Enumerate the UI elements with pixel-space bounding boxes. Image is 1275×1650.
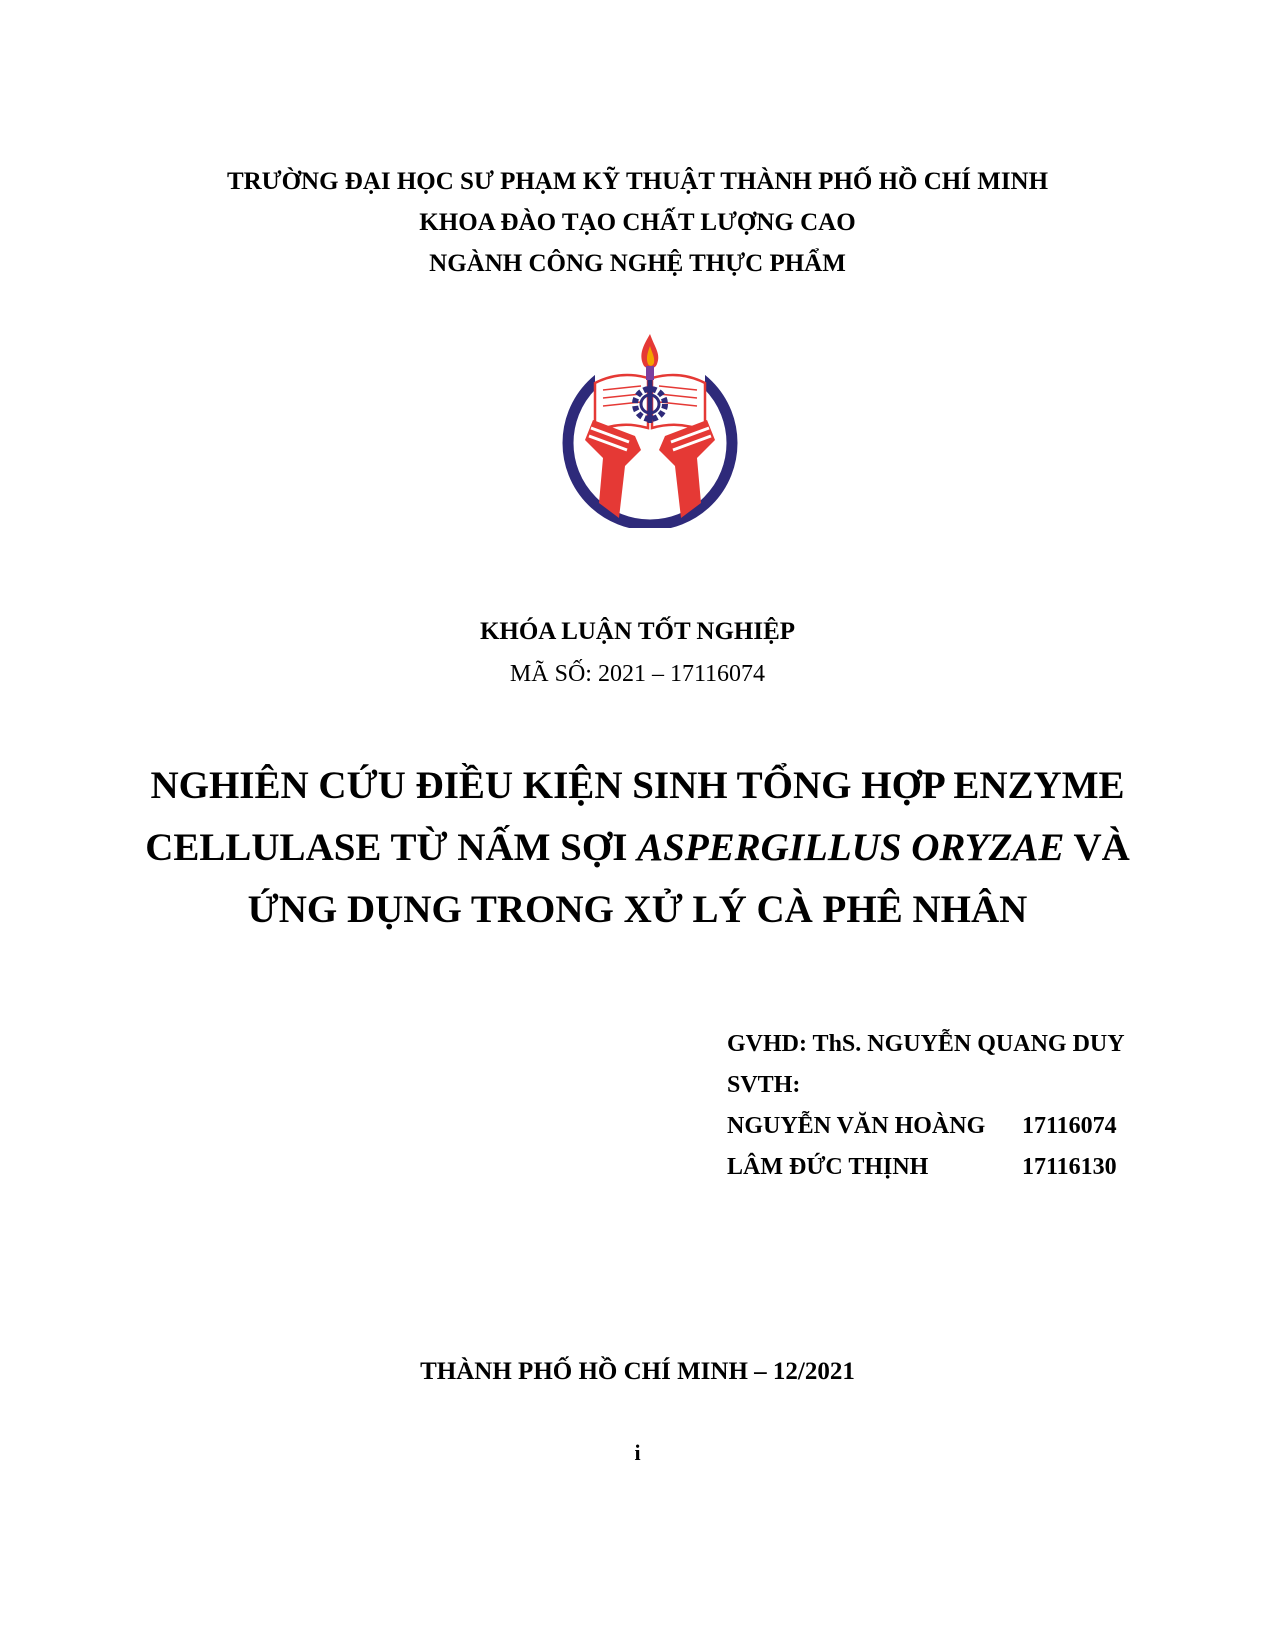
- university-name: TRƯỜNG ĐẠI HỌC SƯ PHẠM KỸ THUẬT THÀNH PHỐ HỒ CHÍ MINH: [226, 168, 1049, 195]
- title-text: VÀ: [1064, 826, 1130, 869]
- advisor: GVHD: ThS. NGUYỄN QUANG DUY: [727, 1031, 1125, 1057]
- thesis-title-line-2: [0, 825, 1275, 870]
- major-name: NGÀNH CÔNG NGHỆ THỰC PHẨM: [429, 250, 846, 277]
- student-row: [727, 1113, 1127, 1140]
- student-id: 17116130: [1022, 1154, 1117, 1180]
- title-text: CELLULASE TỪ NẤM SỢI: [145, 826, 638, 869]
- student-name: NGUYỄN VĂN HOÀNG: [727, 1113, 986, 1139]
- place-date: THÀNH PHỐ HỒ CHÍ MINH – 12/2021: [420, 1358, 855, 1385]
- species-name: ASPERGILLUS ORYZAE: [637, 826, 1065, 869]
- thesis-title-line-3: ỨNG DỤNG TRONG XỬ LÝ CÀ PHÊ NHÂN: [247, 888, 1028, 931]
- thesis-type: KHÓA LUẬN TỐT NGHIỆP: [479, 618, 796, 645]
- university-logo-icon: [555, 328, 745, 528]
- student-name: LÂM ĐỨC THỊNH: [727, 1154, 929, 1180]
- students-label: SVTH:: [727, 1072, 801, 1098]
- thesis-code: MÃ SỐ: 2021 – 17116074: [509, 661, 766, 687]
- thesis-title-line-1: NGHIÊN CỨU ĐIỀU KIỆN SINH TỔNG HỢP ENZYME: [150, 764, 1125, 807]
- faculty-name: KHOA ĐÀO TẠO CHẤT LƯỢNG CAO: [419, 209, 856, 236]
- page-number: i: [634, 1440, 641, 1465]
- student-row: [727, 1154, 1127, 1181]
- student-id: 17116074: [1022, 1113, 1117, 1139]
